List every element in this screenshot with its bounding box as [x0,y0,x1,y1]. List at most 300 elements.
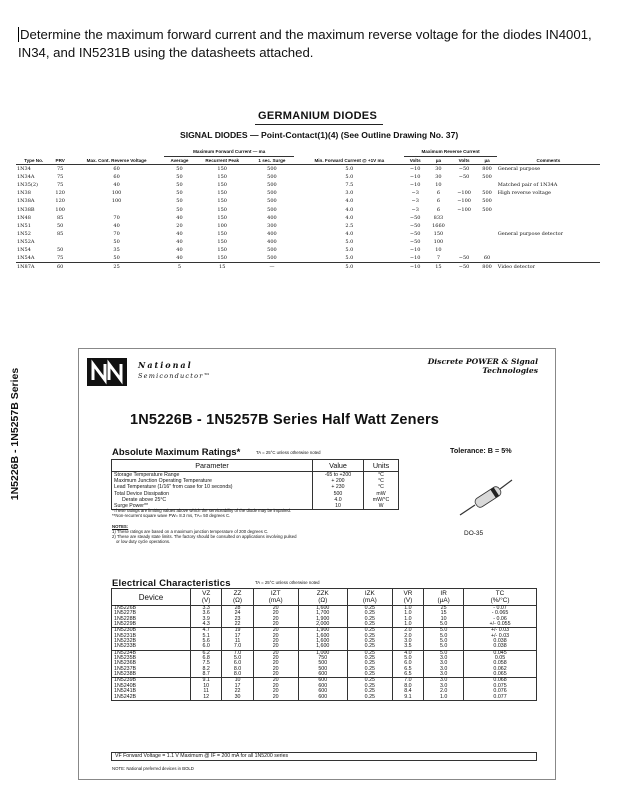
ec-cell: 3.0 [424,661,464,666]
ec-cell: 0.25 [347,622,392,628]
ge-cell [497,214,600,222]
ec-cell: 1.0 [392,606,423,612]
ec-cell: 10 [424,617,464,622]
ec-cell: 0.058 [464,661,537,666]
ge-cell: 150 [217,198,227,205]
ec-cell: 0.25 [347,628,392,634]
ec-cell: 0.25 [347,650,392,656]
ge-cell: — [250,263,295,271]
ec-cell: 20 [253,628,298,634]
ge-cell: 60 [483,255,491,262]
ge-h-ua2: µa [477,156,496,165]
ec-ta-note: TA = 25°C unless otherwise noted [255,580,320,585]
ec-cell: 500 [298,661,347,666]
ec-cell: 2,000 [298,622,347,628]
ge-cell [451,181,477,189]
ge-row [16,230,600,238]
ge-cell [477,181,496,189]
ec-cell: 0.25 [347,639,392,644]
ec-cell: 1N5234B [112,650,191,656]
do35-diode-drawing [450,465,520,545]
ec-cell: 3.9 [190,617,221,622]
ge-cell: 1N38B [17,206,35,213]
ge-cell: 833 [433,214,444,221]
ec-header [392,589,423,606]
ge-cell: 500 [267,198,277,205]
amr-cell: 10 [312,503,363,510]
ec-cell: 11 [190,689,221,694]
ge-cell: 100 [433,239,444,246]
ge-cell: −10 [409,255,421,262]
ge-cell: 85 [57,214,64,221]
ge-h-recurrent: Recurrent Peak [195,156,250,165]
ec-header-unit: (V) [403,597,413,604]
ec-cell: 20 [253,644,298,650]
ge-cell: −3 [411,198,419,205]
ge-cell [497,222,600,230]
ec-cell: 20 [253,661,298,666]
ge-cell: 500 [482,173,492,180]
ge-cell: 1N38 [17,190,31,197]
ec-cell: 6.0 [222,661,253,666]
ec-cell: 0.05 [464,656,537,661]
ge-cell: 50 [113,255,120,262]
ge-cell: 50 [113,239,120,246]
ge-cell: 5.0 [345,239,354,246]
amr-table [111,459,399,510]
ec-cell: 6.8 [190,656,221,661]
ec-cell: 1.0 [424,695,464,701]
ge-cell: 1N54 [17,247,31,254]
amr-row [112,472,399,479]
ge-cell: 1N87A [16,263,51,271]
ge-cell: 75 [57,173,64,180]
ge-cell: 150 [217,255,227,262]
ec-cell: 0.038 [464,639,537,644]
ec-header [253,589,298,606]
ge-cell: 7 [436,255,441,262]
ec-cell: 30 [222,695,253,701]
ec-cell: 20 [253,689,298,694]
bold-devices-note: NOTE: National preferred devices in BOLD [112,766,194,771]
ge-cell: 50 [176,165,183,172]
ec-header [464,589,537,606]
ge-cell: 1N34 [17,165,31,172]
ge-cell: 35 [113,247,120,254]
tagline-line-1: Discrete POWER & Signal [427,357,538,366]
tagline-line-2: Technologies [482,366,538,375]
ec-cell: 5.0 [392,656,423,661]
ge-cell: 400 [267,214,277,221]
ec-cell: 20 [253,611,298,616]
amr-notes-head: NOTES: [112,524,129,529]
ec-cell: 17 [222,684,253,689]
ge-cell: General purpose [497,165,541,172]
ge-cell [477,214,496,222]
amr-cell: Maximum Junction Operating Temperature [112,478,313,484]
ge-cell: −10 [409,165,421,172]
ge-cell: 2.5 [345,222,354,229]
amr-h-parameter: Parameter [112,460,313,472]
amr-note-2: 2) These are steady state limits. The factory should be consulted on applications involving pulsed [112,534,297,539]
ec-header-symbol: IR [440,590,447,597]
amr-cell: Lead Temperature (1/16" from case for 10 seconds) [112,484,313,490]
amr-footnote-2: **Non-recurrent square wave PW= 8.3 ms, TA= 50 degrees C. [112,513,231,518]
ec-cell: 0.25 [347,678,392,684]
ge-cell: −50 [409,239,421,246]
ec-cell: 25 [424,606,464,612]
amr-cell: Surge Power** [112,503,313,510]
ge-cell: 1N48 [17,214,31,221]
ec-cell: 20 [253,617,298,622]
ec-header-unit: (Ω) [233,597,243,604]
ge-cell: 60 [113,165,120,172]
ec-cell: 0.25 [347,661,392,666]
amr-cell: °C [364,472,399,479]
ec-cell: 7.0 [392,678,423,684]
ge-cell: 500 [267,181,277,188]
ge-h-type: Type No. [16,148,51,165]
ge-cell: −3 [411,206,419,213]
ge-h-prv: PRV [51,148,69,165]
ge-cell [477,230,496,238]
ge-cell: 5.0 [345,255,354,262]
ge-cell: 500 [267,173,277,180]
ec-cell: 5.1 [190,634,221,639]
ge-cell: 60 [113,173,120,180]
ge-cell: 500 [267,165,277,172]
ec-cell: 20 [253,650,298,656]
ec-cell: 600 [298,695,347,701]
ec-cell: 9.1 [392,695,423,701]
ge-cell: Matched pair of 1N34A [497,181,558,188]
ec-cell: 7.0 [222,644,253,650]
ge-cell: 40 [176,247,183,254]
ge-cell: 20 [176,222,183,229]
ge-cell: 50 [176,198,183,205]
amr-cell: + 230 [312,484,363,490]
ge-cell: 10 [435,181,442,188]
ec-cell: 750 [298,656,347,661]
ec-cell: 7.0 [222,650,253,656]
ec-cell: 1N5237B [112,667,191,672]
ec-cell: 6.0 [392,661,423,666]
ge-cell [497,173,600,181]
ec-cell: 2.0 [392,634,423,639]
ec-cell: 600 [298,672,347,678]
amr-cell: W [364,503,399,510]
ge-cell: 1N52A [17,239,35,246]
ec-cell: 19 [222,628,253,634]
ec-cell: 1N5239B [112,678,191,684]
ec-cell: 0.075 [464,684,537,689]
ge-cell: 150 [217,231,227,238]
question-body: Determine the maximum forward current and the maximum reverse voltage for the diodes IN4001, IN34, and IN5231B using the datasheets attached. [18,27,592,60]
ec-header-unit: (Ω) [318,597,328,604]
ge-cell [477,238,496,246]
ec-cell: 20 [253,656,298,661]
ec-cell: 1N5242B [112,695,191,701]
ge-cell: 40 [176,231,183,238]
ge-cell: −10 [409,181,421,188]
ge-cell: 1660 [432,222,445,229]
ec-header-unit: (V) [201,597,211,604]
ge-cell: 150 [217,206,227,213]
ec-cell: 1N5230B [112,628,191,634]
ec-header-symbol: VZ [202,590,211,597]
ge-cell: −50 [458,165,470,172]
ec-header [112,589,191,606]
ge-cell: 50 [176,181,183,188]
ec-cell: 17 [222,634,253,639]
ec-cell: 1N5226B [112,606,191,612]
ec-cell: +/- 0.03 [464,634,537,639]
ge-cell: 75 [57,165,64,172]
germanium-title-rule [255,124,383,125]
ec-header-symbol: IZT [270,590,281,597]
ge-row [16,189,600,197]
ge-cell: 40 [113,181,120,188]
ge-h-surge: 1 sec. Surge [250,156,295,165]
ec-cell: 1N5236B [112,661,191,666]
ec-cell: 0.25 [347,617,392,622]
ec-cell: 3.3 [190,606,221,612]
ge-cell: 100 [217,222,227,229]
ec-cell: 20 [253,684,298,689]
ec-cell: 22 [222,689,253,694]
ge-cell: 75 [57,181,64,188]
ge-cell: 5.0 [345,247,354,254]
ge-cell: 100 [111,198,122,205]
ec-cell: 28 [222,606,253,612]
ge-cell: 150 [217,214,227,221]
ge-cell: 85 [57,231,64,238]
ge-row [16,197,600,205]
ge-h-comments: Comments [497,148,600,165]
ec-cell: 10 [222,678,253,684]
ec-header-symbol: TC [495,590,505,597]
ec-cell: 1.0 [392,617,423,622]
ec-cell: 0.25 [347,695,392,701]
ec-cell: 20 [253,667,298,672]
amr-cell: Total Device Dissipation [112,491,313,497]
ge-cell: 1N35(2) [17,181,39,188]
ec-cell: 3.0 [392,639,423,644]
ge-cell: 800 [482,165,492,172]
ec-header [222,589,253,606]
ge-row [16,205,600,213]
ge-cell: −50 [458,255,470,262]
forward-voltage-note: VF Forward Voltage = 1.1 V Maximum @ IF = 200 mA for all 1N5200 series [111,752,537,761]
ec-cell: 6.2 [190,650,221,656]
ec-cell: 1,600 [298,606,347,612]
ge-row [16,263,600,271]
amr-footnote-1: *These ratings are limiting values above which the serviceability of the diode may be impaired. [112,508,292,513]
ge-cell: General purpose detector [497,231,563,238]
ge-cell [497,246,600,254]
ec-cell: 0.25 [347,606,392,612]
ec-header [424,589,464,606]
ec-cell: 0.076 [464,689,537,694]
amr-cell: mW [364,491,399,497]
ec-cell: - 0.065 [464,611,537,616]
ge-cell: −100 [457,198,471,205]
ec-cell: 1,900 [298,628,347,634]
ge-cell: 500 [482,198,492,205]
ge-cell: 50 [176,206,183,213]
ec-cell: 0.25 [347,672,392,678]
ge-cell [497,197,600,205]
ec-cell: 3.0 [424,667,464,672]
ge-cell: 100 [111,190,122,197]
ge-row [16,222,600,230]
ge-cell: 400 [267,239,277,246]
ge-cell: −3 [411,190,419,197]
ge-cell: 800 [477,263,496,271]
ge-cell [477,222,496,230]
ec-header-unit: (%/°C) [490,597,510,604]
ge-cell: 120 [55,198,65,205]
ge-cell: 5.0 [345,173,354,180]
ge-cell: 15 [426,263,451,271]
ec-cell: 5.0 [424,650,464,656]
amr-cell: Storage Temperature Range [112,472,313,479]
amr-cell: 500 [312,491,363,497]
ge-h-ua1: µa [426,156,451,165]
ge-cell: 120 [55,190,65,197]
ge-row [16,238,600,246]
ec-cell: 0.25 [347,611,392,616]
ge-cell: 30 [435,173,442,180]
ec-cell: 8.0 [392,684,423,689]
ec-cell: 20 [253,606,298,612]
ec-cell: 23 [222,617,253,622]
ec-cell: 4.7 [190,628,221,634]
ec-cell: 22 [222,622,253,628]
ge-h-maxrev: Max. Cont. Reverse Voltage [69,148,164,165]
ge-h-average: Average [164,156,195,165]
ec-cell: 1.0 [392,611,423,616]
ec-cell: 0.038 [464,644,537,650]
ec-cell: 3.0 [424,656,464,661]
germanium-subtitle: SIGNAL DIODES — Point-Contact(1)(4) (See Outline Drawing No. 37) [180,130,459,140]
ge-cell: 70 [113,214,120,221]
ge-row [16,214,600,222]
ec-cell: 1N5240B [112,684,191,689]
ge-cell: 50 [57,222,64,229]
ec-header-unit: (mA) [362,597,377,604]
ge-cell: 300 [267,222,277,229]
ec-table [111,588,537,701]
ec-cell: 8.4 [392,689,423,694]
ge-cell [477,246,496,254]
ec-cell: 0.25 [347,644,392,650]
ge-cell [451,230,477,238]
ec-cell: 6.5 [392,667,423,672]
ge-cell: −50 [458,173,470,180]
ec-cell: 1N5232B [112,639,191,644]
ec-cell: 6.0 [190,644,221,650]
ec-cell: 1,600 [298,644,347,650]
ec-cell: 15 [424,611,464,616]
amr-note-3: or low duty cycle operations. [116,539,171,544]
ec-cell: 5.0 [222,656,253,661]
ec-cell: 4.3 [190,622,221,628]
ge-cell: 7.5 [345,181,354,188]
ec-cell: 7.5 [190,661,221,666]
ec-cell: 1.0 [392,622,423,628]
ec-cell: 600 [298,678,347,684]
ec-cell: 0.068 [464,678,537,684]
ec-cell: +/- 0.03 [464,628,537,634]
ec-cell: 24 [222,611,253,616]
ge-cell: 5.0 [345,165,354,172]
ge-h-rev-group: Maximum Reverse Current [404,148,496,156]
ge-cell: 40 [176,255,183,262]
ec-header-symbol: Device [138,592,164,602]
ge-cell: 1N51 [17,222,31,229]
ge-h-volts1: Volts [404,156,426,165]
ec-cell: 0.25 [347,634,392,639]
ec-cell: 1N5231B [112,634,191,639]
ge-cell: −100 [457,190,471,197]
amr-cell: -65 to +200 [312,472,363,479]
ge-cell: 70 [113,231,120,238]
ec-cell: 1,600 [298,634,347,639]
ec-title: Electrical Characteristics [112,578,231,589]
ec-cell: 0.077 [464,695,537,701]
ec-row [112,695,537,701]
ec-cell: 9.1 [190,678,221,684]
ec-cell: 3.5 [392,644,423,650]
ec-cell: 8.7 [190,672,221,678]
ge-cell: 150 [433,231,444,238]
ge-cell: −10 [409,247,421,254]
ec-header-unit: (µA) [437,597,450,604]
ec-cell: 600 [298,684,347,689]
ge-cell: −100 [457,206,471,213]
ec-header [190,589,221,606]
series-side-label [8,340,22,530]
ge-h-volts2: Volts [451,156,477,165]
ge-cell: 60 [51,263,69,271]
ge-cell: 1N38A [17,198,35,205]
ec-cell: - 0.06 [464,617,537,622]
ec-cell: 1N5228B [112,617,191,622]
ec-header-symbol: ZZK [316,590,329,597]
amr-note-1: 1) These ratings are based on a maximum junction temperature of 200 degrees C. [112,529,269,534]
amr-cell: °C [364,484,399,490]
ec-cell: 5.0 [424,622,464,628]
ge-cell: −50 [409,222,421,229]
amr-cell: mW/°C [364,497,399,503]
ec-header [347,589,392,606]
ec-cell: 5.0 [424,644,464,650]
ec-cell: 0.25 [347,667,392,672]
ge-cell: 40 [176,214,183,221]
ge-row [16,173,600,181]
national-name: National [138,360,193,370]
amr-cell: + 200 [312,478,363,484]
ec-cell: 4.0 [392,650,423,656]
ec-cell: 600 [298,689,347,694]
ge-row [16,255,600,263]
ge-cell: 6 [436,206,441,213]
ge-cell [497,205,600,213]
ge-cell: Video detector [497,263,600,271]
ec-cell: 0.045 [464,650,537,656]
ec-cell: 5.0 [424,628,464,634]
